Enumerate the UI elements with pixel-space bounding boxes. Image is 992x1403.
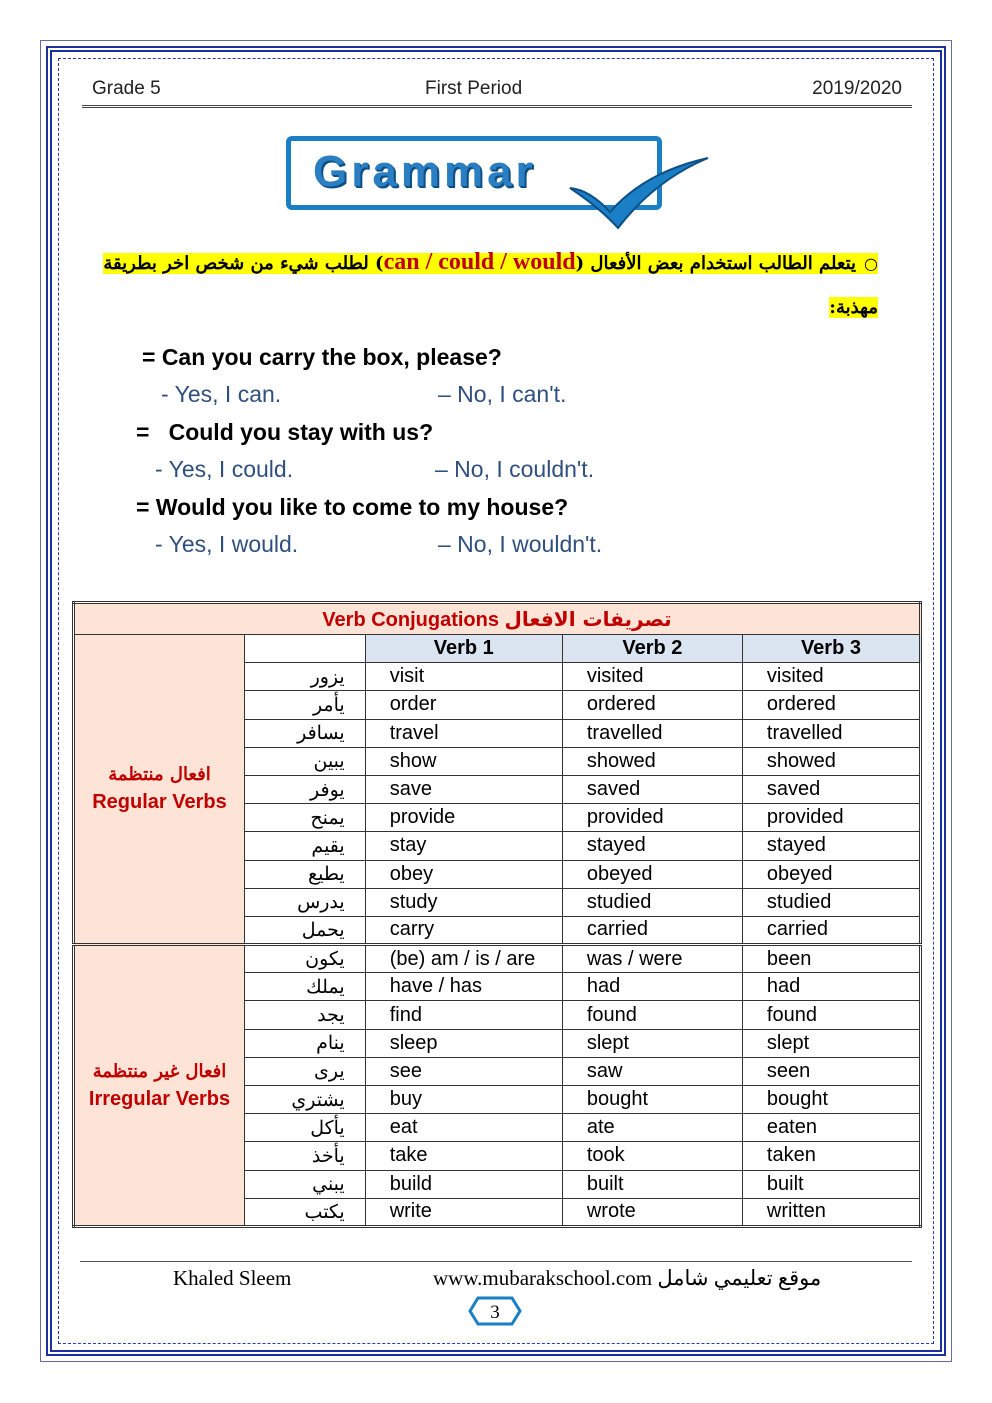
verb1-cell: order bbox=[365, 691, 562, 719]
arabic-meaning-cell: يمنح bbox=[245, 804, 366, 832]
verb3-cell: saved bbox=[742, 775, 920, 803]
verb1-cell: have / has bbox=[365, 973, 562, 1001]
arabic-meaning-cell: يكون bbox=[245, 945, 366, 973]
verb2-cell: obeyed bbox=[562, 860, 742, 888]
verb3-cell: eaten bbox=[742, 1114, 920, 1142]
arabic-meaning-cell: يزور bbox=[245, 663, 366, 691]
verb2-cell: saved bbox=[562, 775, 742, 803]
header-year: 2019/2020 bbox=[812, 78, 902, 99]
verb2-cell: studied bbox=[562, 888, 742, 916]
objective-verbs: can / could / would bbox=[383, 249, 576, 275]
footer-author: Khaled Sleem bbox=[173, 1266, 292, 1290]
verb3-cell: had bbox=[742, 973, 920, 1001]
verb1-cell: show bbox=[365, 747, 562, 775]
verb2-cell: stayed bbox=[562, 832, 742, 860]
verb1-cell: study bbox=[365, 888, 562, 916]
verb3-cell: written bbox=[742, 1198, 920, 1226]
arabic-meaning-cell: يشتري bbox=[245, 1086, 366, 1114]
verb3-cell: found bbox=[742, 1001, 920, 1029]
verb1-cell: eat bbox=[365, 1114, 562, 1142]
verb1-cell: build bbox=[365, 1170, 562, 1198]
arabic-meaning-cell: يطيع bbox=[245, 860, 366, 888]
lesson-objective bbox=[88, 240, 878, 330]
verb1-cell: travel bbox=[365, 719, 562, 747]
verb3-cell: stayed bbox=[742, 832, 920, 860]
verb1-cell: visit bbox=[365, 663, 562, 691]
verb1-cell: save bbox=[365, 775, 562, 803]
verb3-cell: showed bbox=[742, 747, 920, 775]
verb2-cell: bought bbox=[562, 1086, 742, 1114]
footer-divider bbox=[80, 1261, 912, 1262]
arabic-meaning-cell: يجد bbox=[245, 1001, 366, 1029]
verb2-cell: carried bbox=[562, 916, 742, 944]
verb3-cell: carried bbox=[742, 916, 920, 944]
header-verb1: Verb 1 bbox=[365, 635, 562, 663]
verb1-cell: take bbox=[365, 1142, 562, 1170]
arabic-meaning-cell: يرى bbox=[245, 1057, 366, 1085]
verb3-cell: seen bbox=[742, 1057, 920, 1085]
verb3-cell: studied bbox=[742, 888, 920, 916]
example-yes-3: - Yes, I would. bbox=[155, 531, 299, 557]
irregular-verb-row bbox=[74, 945, 921, 973]
grammar-logo-text: Grammar bbox=[313, 147, 537, 196]
example-no-2: – No, I couldn't. bbox=[435, 456, 595, 482]
verb2-cell: had bbox=[562, 973, 742, 1001]
verb2-cell: ate bbox=[562, 1114, 742, 1142]
verb1-cell: carry bbox=[365, 916, 562, 944]
example-no-3: – No, I wouldn't. bbox=[438, 531, 603, 557]
verb2-cell: ordered bbox=[562, 691, 742, 719]
header-grade: Grade 5 bbox=[92, 78, 161, 99]
arabic-meaning-cell: يأمر bbox=[245, 691, 366, 719]
arabic-meaning-cell: يوفر bbox=[245, 775, 366, 803]
footer-site: www.mubarakschool.com موقع تعليمي شامل bbox=[433, 1266, 822, 1290]
page-header bbox=[92, 78, 902, 104]
verb3-cell: provided bbox=[742, 804, 920, 832]
verb3-cell: obeyed bbox=[742, 860, 920, 888]
arabic-meaning-cell: يأكل bbox=[245, 1114, 366, 1142]
example-question-2: = Could you stay with us? bbox=[136, 419, 434, 445]
verb2-cell: built bbox=[562, 1170, 742, 1198]
example-yes-2: - Yes, I could. bbox=[155, 456, 294, 482]
checkmark-icon bbox=[560, 150, 710, 230]
arabic-meaning-cell: يسافر bbox=[245, 719, 366, 747]
arabic-meaning-cell: يحمل bbox=[245, 916, 366, 944]
bullet-icon: ○ bbox=[864, 254, 878, 273]
verb2-cell: found bbox=[562, 1001, 742, 1029]
verb1-cell: buy bbox=[365, 1086, 562, 1114]
arabic-meaning-cell: يكتب bbox=[245, 1198, 366, 1226]
table-title: Verb Conjugations تصريفات الافعال bbox=[74, 603, 921, 635]
verb2-cell: saw bbox=[562, 1057, 742, 1085]
verb3-cell: ordered bbox=[742, 691, 920, 719]
header-period: First Period bbox=[425, 78, 523, 99]
verb2-cell: took bbox=[562, 1142, 742, 1170]
verb2-cell: slept bbox=[562, 1029, 742, 1057]
verb3-cell: taken bbox=[742, 1142, 920, 1170]
verb1-cell: see bbox=[365, 1057, 562, 1085]
example-yes-1: - Yes, I can. bbox=[161, 381, 282, 407]
arabic-meaning-cell: يقيم bbox=[245, 832, 366, 860]
page-number-badge bbox=[460, 1294, 530, 1328]
verb3-cell: bought bbox=[742, 1086, 920, 1114]
verb2-cell: travelled bbox=[562, 719, 742, 747]
arabic-meaning-cell: يملك bbox=[245, 973, 366, 1001]
example-no-1: – No, I can't. bbox=[438, 381, 567, 407]
verb1-cell: find bbox=[365, 1001, 562, 1029]
example-question-1: = Can you carry the box, please? bbox=[142, 344, 502, 370]
verb2-cell: provided bbox=[562, 804, 742, 832]
arabic-meaning-cell: يبني bbox=[245, 1170, 366, 1198]
verb1-cell: write bbox=[365, 1198, 562, 1226]
verb1-cell: (be) am / is / are bbox=[365, 945, 562, 973]
arabic-meaning-cell: يأخذ bbox=[245, 1142, 366, 1170]
verb1-cell: provide bbox=[365, 804, 562, 832]
verb3-cell: visited bbox=[742, 663, 920, 691]
verb2-cell: wrote bbox=[562, 1198, 742, 1226]
verb1-cell: sleep bbox=[365, 1029, 562, 1057]
irregular-verbs-label: افعال غير منتظمة Irregular Verbs bbox=[74, 945, 245, 1227]
objective-line-2: مهذبة: bbox=[829, 297, 878, 318]
verb3-cell: travelled bbox=[742, 719, 920, 747]
example-question-3: = Would you like to come to my house? bbox=[136, 494, 569, 520]
page-number: 3 bbox=[490, 1302, 500, 1323]
verb2-cell: showed bbox=[562, 747, 742, 775]
arabic-meaning-cell: يبين bbox=[245, 747, 366, 775]
arabic-meaning-cell: يدرس bbox=[245, 888, 366, 916]
verb2-cell: visited bbox=[562, 663, 742, 691]
verb-conjugations-table bbox=[72, 601, 922, 1228]
header-arabic-blank bbox=[245, 635, 366, 663]
header-verb3: Verb 3 bbox=[742, 635, 920, 663]
header-divider bbox=[82, 105, 912, 108]
verb3-cell: built bbox=[742, 1170, 920, 1198]
verb2-cell: was / were bbox=[562, 945, 742, 973]
verb1-cell: obey bbox=[365, 860, 562, 888]
arabic-meaning-cell: ينام bbox=[245, 1029, 366, 1057]
verb1-cell: stay bbox=[365, 832, 562, 860]
header-verb2: Verb 2 bbox=[562, 635, 742, 663]
regular-verbs-label: افعال منتظمة Regular Verbs bbox=[74, 635, 245, 945]
verb3-cell: slept bbox=[742, 1029, 920, 1057]
objective-line-1: ○يتعلم الطالب استخدام بعض الأفعال (can / could / would) لطلب شيء من شخص اخر بطريقة bbox=[103, 249, 878, 275]
verb3-cell: been bbox=[742, 945, 920, 973]
